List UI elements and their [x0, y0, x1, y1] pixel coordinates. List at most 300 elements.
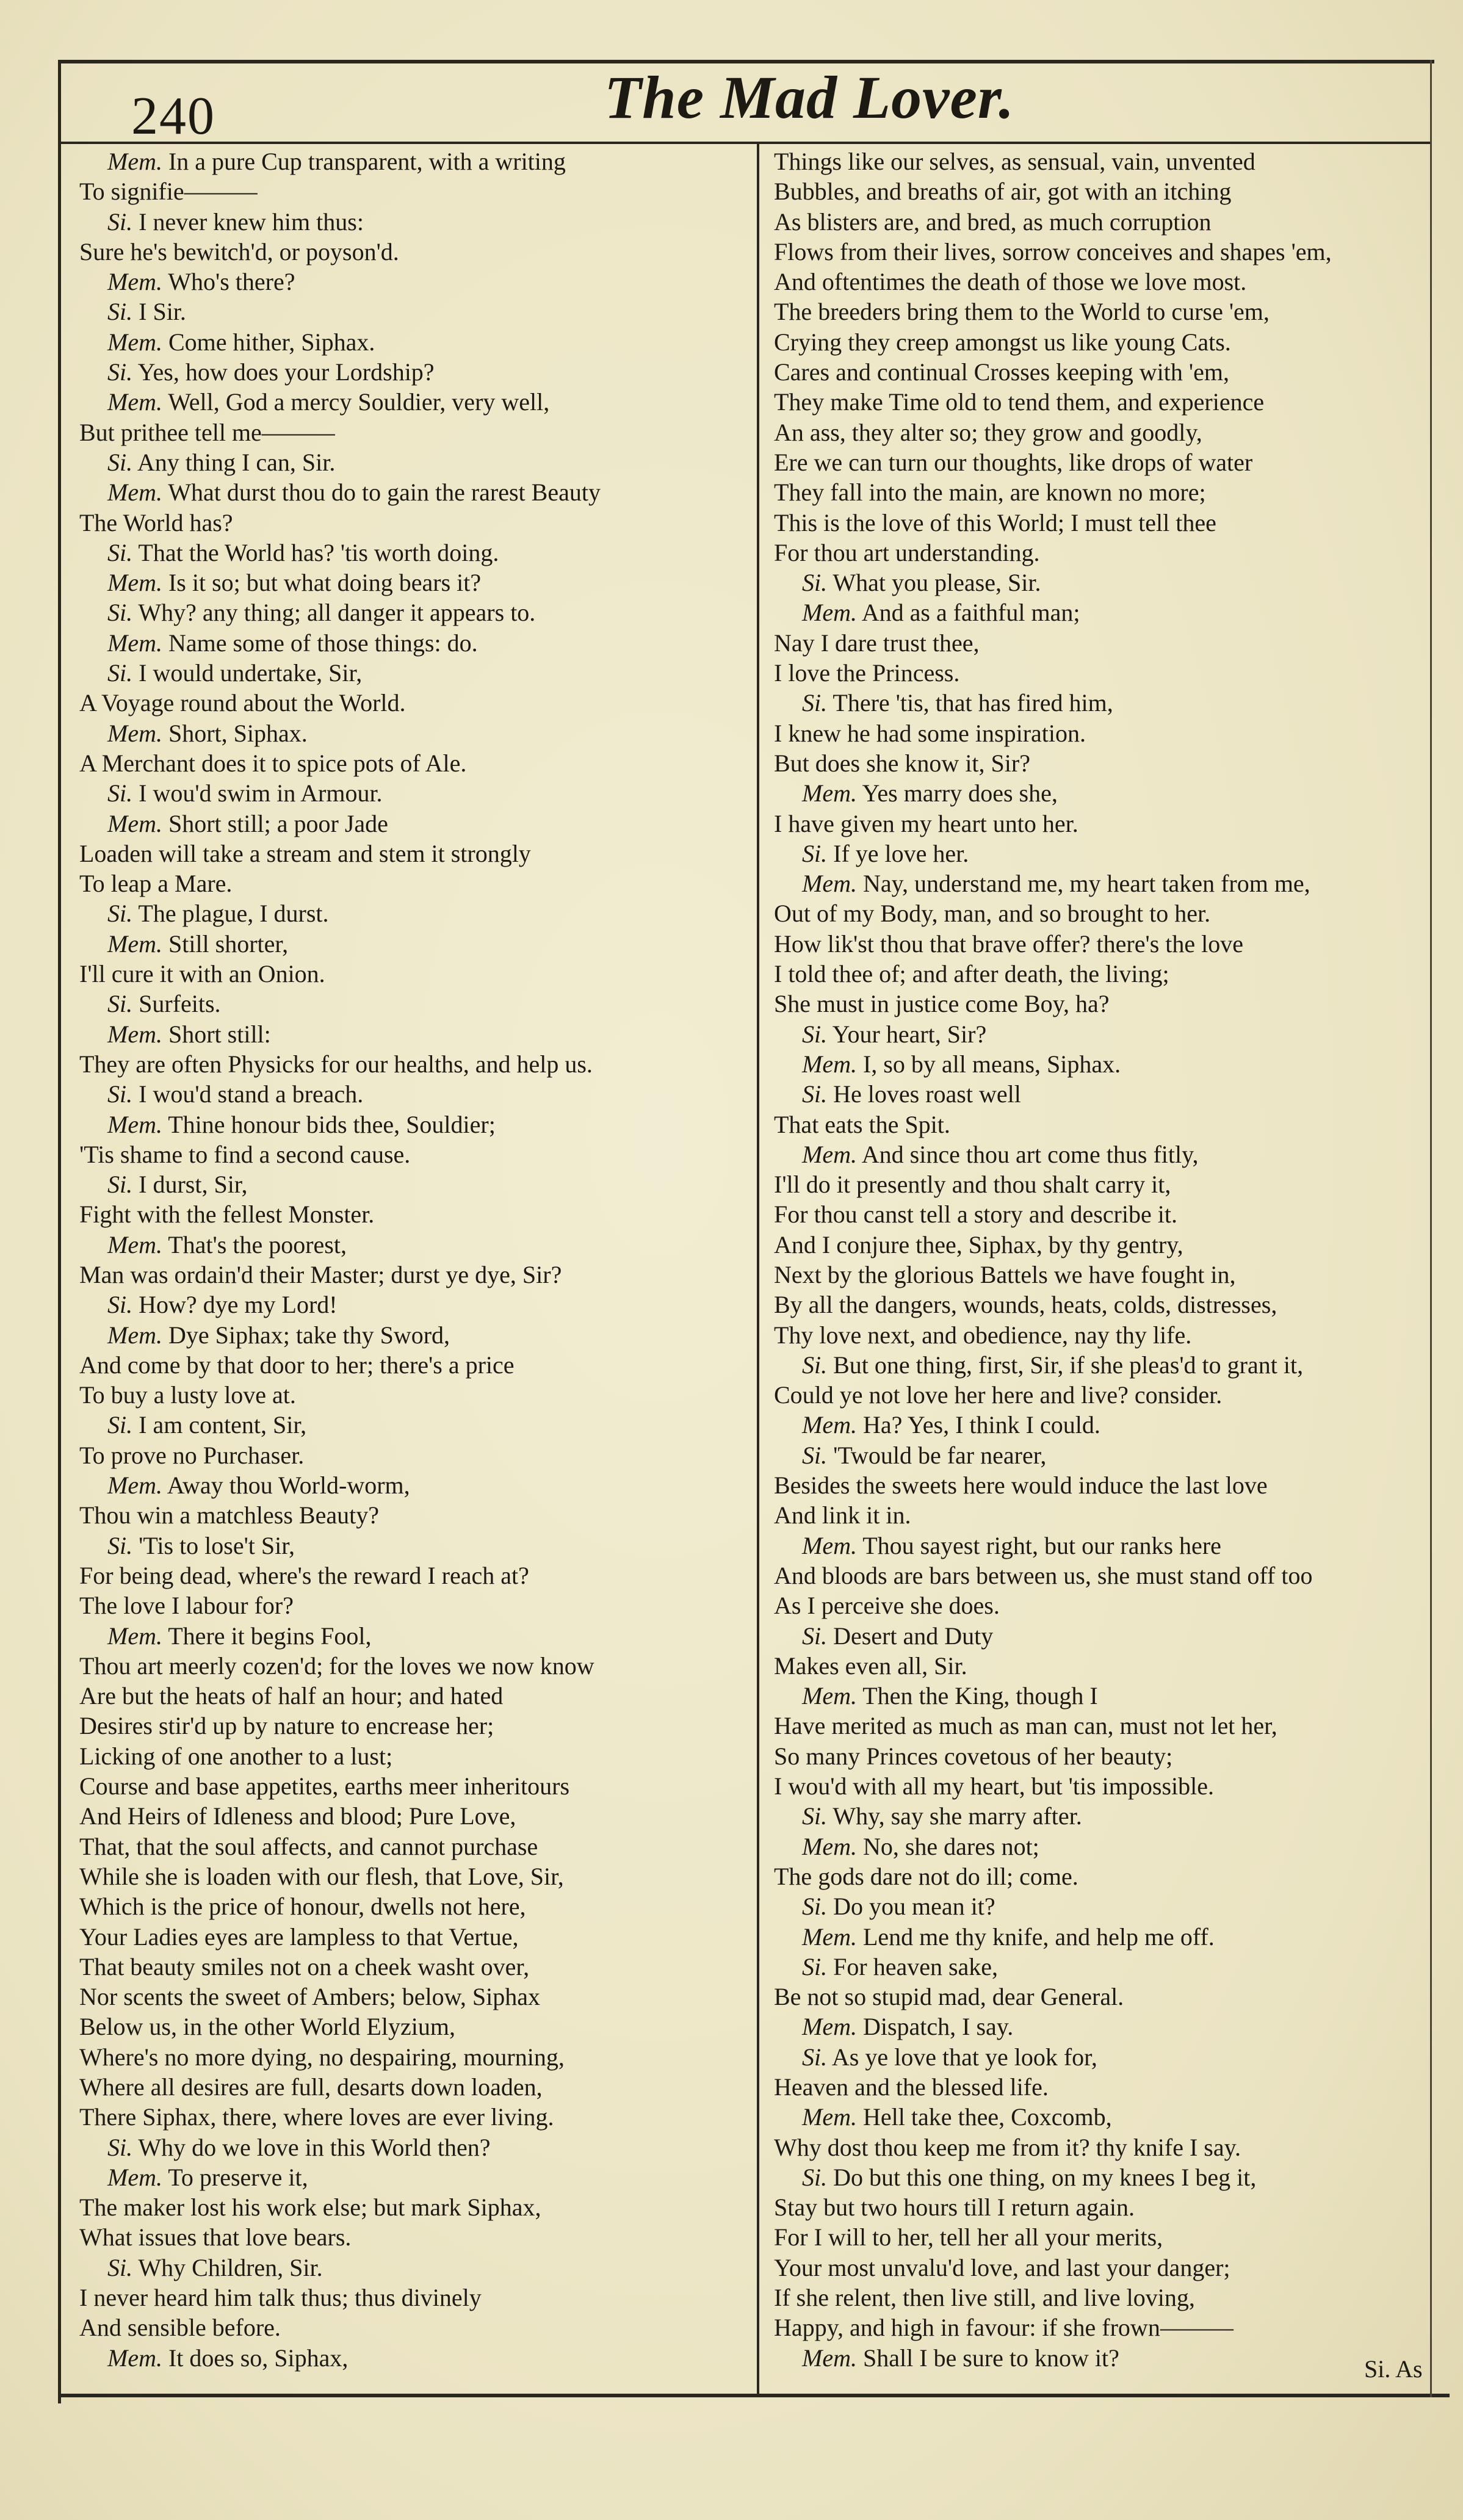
text-line: [774, 1019, 1430, 1049]
line-text: Hell take thee, Coxcomb,: [862, 2103, 1112, 2131]
line-text: And come by that door to her; there's a price: [79, 1351, 515, 1379]
speaker-name: Si.: [107, 1531, 133, 1559]
line-text: That the World has? 'tis worth doing.: [138, 538, 499, 566]
speaker-name: Si.: [107, 358, 133, 386]
text-line: [774, 1801, 1430, 1831]
text-line: [774, 357, 1430, 387]
line-text: I love the Princess.: [774, 659, 960, 687]
line-text: I would undertake, Sir,: [139, 659, 363, 687]
line-text: Bubbles, and breaths of air, got with an itching: [774, 178, 1232, 206]
line-text: And Heirs of Idleness and blood; Pure Love,: [79, 1802, 516, 1830]
line-text: Dye Siphax; take thy Sword,: [168, 1321, 450, 1349]
speaker-name: Si.: [107, 1171, 133, 1199]
text-line: [79, 778, 748, 808]
speaker-name: Si.: [107, 1291, 133, 1319]
text-line: [79, 2072, 748, 2102]
speaker-name: Si.: [802, 839, 828, 867]
text-line: [774, 237, 1430, 267]
text-line: [774, 146, 1430, 176]
text-line: [774, 387, 1430, 417]
text-line: [774, 809, 1430, 839]
text-line: [774, 1230, 1430, 1260]
text-line: [774, 1199, 1430, 1229]
line-text: Things like our selves, as sensual, vain, unvented: [774, 148, 1255, 175]
line-text: I have given my heart unto her.: [774, 809, 1078, 837]
text-line: [79, 1079, 748, 1109]
speaker-name: Si.: [802, 1441, 828, 1469]
text-line: [774, 508, 1430, 538]
text-line: [774, 1440, 1430, 1470]
text-line: [774, 1651, 1430, 1681]
line-text: Come hither, Siphax.: [168, 328, 375, 356]
text-line: [79, 1380, 748, 1410]
text-line: [774, 1621, 1430, 1651]
text-line: [774, 929, 1430, 959]
line-text: In a pure Cup transparent, with a writing: [168, 148, 566, 175]
line-text: An ass, they alter so; they grow and goodly,: [774, 418, 1202, 446]
speaker-name: Mem.: [802, 779, 857, 807]
line-text: 'Tis shame to find a second cause.: [79, 1140, 411, 1168]
line-text: Is it so; but what doing bears it?: [168, 569, 482, 597]
line-text: Have merited as much as man can, must not let her,: [774, 1712, 1277, 1740]
text-line: [79, 809, 748, 839]
text-line: [774, 417, 1430, 447]
text-line: [774, 1891, 1430, 1921]
line-text: Man was ordain'd their Master; durst ye dye, Sir?: [79, 1260, 562, 1288]
speaker-name: Mem.: [107, 629, 162, 657]
text-line: [774, 2042, 1430, 2072]
text-line: [79, 508, 748, 538]
text-line: [79, 176, 748, 206]
line-text: For thou canst tell a story and describe it.: [774, 1200, 1177, 1229]
left-text-column: [79, 146, 748, 2373]
text-line: [774, 2132, 1430, 2162]
line-text: Nor scents the sweet of Ambers; below, Siphax: [79, 1983, 541, 2011]
line-text: Sure he's bewitch'd, or poyson'd.: [79, 237, 399, 265]
speaker-name: Mem.: [802, 2344, 857, 2372]
text-line: [774, 1861, 1430, 1891]
speaker-name: Si.: [107, 2133, 133, 2161]
speaker-name: Si.: [802, 1080, 828, 1108]
text-line: [774, 1169, 1430, 1199]
line-text: Short still:: [168, 1020, 271, 1048]
line-text: To signifie———: [79, 178, 258, 206]
line-text: What you please, Sir.: [833, 569, 1041, 597]
text-line: [774, 2072, 1430, 2102]
speaker-name: Mem.: [802, 1531, 857, 1559]
line-text: Thy love next, and obedience, nay thy life.: [774, 1321, 1192, 1349]
text-line: [79, 868, 748, 898]
text-line: [774, 658, 1430, 688]
text-line: [79, 2132, 748, 2162]
line-text: Yes marry does she,: [862, 779, 1058, 807]
text-line: [79, 898, 748, 928]
text-line: [79, 417, 748, 447]
line-text: And sensible before.: [79, 2314, 281, 2342]
line-text: And as a faithful man;: [861, 599, 1080, 627]
line-text: Do but this one thing, on my knees I beg it,: [833, 2163, 1257, 2191]
text-line: [774, 2102, 1430, 2132]
line-text: Why? any thing; all danger it appears to.: [138, 599, 536, 627]
line-text: While she is loaden with our flesh, that Love, Sir,: [79, 1862, 564, 1890]
speaker-name: Si.: [802, 689, 828, 717]
text-line: [79, 2102, 748, 2132]
line-text: For being dead, where's the reward I reach at?: [79, 1561, 529, 1589]
text-line: [774, 2222, 1430, 2252]
line-text: As blisters are, and bred, as much corruption: [774, 208, 1212, 236]
line-text: By all the dangers, wounds, heats, colds, distresses,: [774, 1291, 1277, 1319]
line-text: A Merchant does it to spice pots of Ale.: [79, 749, 467, 777]
text-line: [774, 748, 1430, 778]
text-line: [79, 207, 748, 237]
line-text: Next by the glorious Battels we have fought in,: [774, 1260, 1236, 1288]
text-line: [79, 1260, 748, 1290]
line-text: Short, Siphax.: [168, 719, 308, 747]
text-line: [79, 2312, 748, 2342]
text-line: [79, 387, 748, 417]
text-line: [79, 1982, 748, 2012]
text-line: [774, 1681, 1430, 1711]
line-text: And since thou art come thus fitly,: [861, 1140, 1199, 1168]
text-line: [79, 267, 748, 297]
line-text: How? dye my Lord!: [139, 1291, 338, 1319]
line-text: Dispatch, I say.: [862, 2013, 1014, 2041]
line-text: I Sir.: [139, 298, 186, 326]
text-line: [79, 1019, 748, 1049]
line-text: To buy a lusty love at.: [79, 1381, 296, 1409]
text-line: [79, 1952, 748, 1982]
text-line: [774, 2283, 1430, 2312]
text-line: [774, 2312, 1430, 2342]
speaker-name: Mem.: [107, 1622, 162, 1650]
line-text: I wou'd with all my heart, but 'tis impossible.: [774, 1772, 1215, 1800]
line-text: Why Children, Sir.: [138, 2253, 323, 2281]
speaker-name: Mem.: [802, 1050, 857, 1078]
line-text: Thine honour bids thee, Souldier;: [168, 1110, 496, 1138]
line-text: Ha? Yes, I think I could.: [862, 1411, 1100, 1439]
text-line: [774, 1531, 1430, 1561]
text-line: [79, 2162, 748, 2192]
text-line: [774, 1922, 1430, 1952]
text-line: [79, 2222, 748, 2252]
text-line: [774, 718, 1430, 748]
text-line: [774, 1470, 1430, 1500]
speaker-name: Si.: [107, 1080, 133, 1108]
column-divider: [757, 144, 759, 2394]
speaker-name: Mem.: [107, 930, 162, 958]
text-line: [774, 688, 1430, 718]
frame-right-rule: [1430, 60, 1432, 2397]
line-text: Lend me thy knife, and help me off.: [862, 1922, 1215, 1951]
line-text: Loaden will take a stream and stem it strongly: [79, 839, 531, 867]
text-line: [79, 1290, 748, 1320]
line-text: Below us, in the other World Elyzium,: [79, 2013, 455, 2041]
line-text: Who's there?: [168, 268, 295, 296]
line-text: There it begins Fool,: [168, 1622, 372, 1650]
text-line: [774, 327, 1430, 357]
text-line: [79, 1561, 748, 1590]
line-text: A Voyage round about the World.: [79, 689, 406, 717]
text-line: [79, 748, 748, 778]
line-text: Well, God a mercy Souldier, very well,: [168, 388, 550, 416]
line-text: The plague, I durst.: [138, 900, 329, 928]
text-line: [774, 1079, 1430, 1109]
speaker-name: Mem.: [802, 2103, 857, 2131]
speaker-name: Si.: [107, 1411, 133, 1439]
line-text: The maker lost his work else; but mark Siphax,: [79, 2193, 541, 2222]
text-line: [79, 1832, 748, 1861]
speaker-name: Si.: [107, 2253, 133, 2281]
text-line: [774, 959, 1430, 989]
line-text: They make Time old to tend them, and experience: [774, 388, 1265, 416]
text-line: [79, 598, 748, 627]
line-text: Happy, and high in favour: if she frown———: [774, 2314, 1234, 2342]
line-text: Besides the sweets here would induce the last love: [774, 1471, 1268, 1500]
line-text: And bloods are bars between us, she must stand off too: [774, 1561, 1313, 1589]
text-line: [79, 2343, 748, 2373]
line-text: Crying they creep amongst us like young Cats.: [774, 328, 1231, 356]
running-title: The Mad Lover.: [604, 63, 1015, 131]
line-text: As I perceive she does.: [774, 1592, 1000, 1620]
speaker-name: Mem.: [802, 2013, 857, 2041]
line-text: Fight with the fellest Monster.: [79, 1200, 375, 1229]
speaker-name: Mem.: [107, 148, 162, 175]
line-text: Are but the heats of half an hour; and hated: [79, 1682, 504, 1710]
line-text: Still shorter,: [168, 930, 289, 958]
text-line: [79, 628, 748, 658]
line-text: But one thing, first, Sir, if she pleas'd to grant it,: [833, 1351, 1304, 1379]
text-line: [79, 1531, 748, 1561]
text-line: [79, 1741, 748, 1771]
text-line: [774, 2012, 1430, 2042]
speaker-name: Mem.: [107, 1020, 162, 1048]
line-text: And I conjure thee, Siphax, by thy gentry,: [774, 1230, 1183, 1258]
text-line: [79, 1922, 748, 1952]
line-text: 'Tis to lose't Sir,: [139, 1531, 295, 1559]
line-text: As ye love that ye look for,: [831, 2043, 1097, 2071]
line-text: The love I labour for?: [79, 1592, 294, 1620]
text-line: [774, 2192, 1430, 2222]
text-line: [79, 1500, 748, 1530]
speaker-name: Mem.: [107, 388, 162, 416]
speaker-name: Mem.: [802, 1682, 857, 1710]
line-text: I wou'd swim in Armour.: [139, 779, 383, 807]
speaker-name: Si.: [802, 569, 828, 597]
line-text: Makes even all, Sir.: [774, 1652, 967, 1680]
text-line: [774, 839, 1430, 868]
line-text: To preserve it,: [168, 2163, 308, 2191]
text-line: [774, 2253, 1430, 2283]
speaker-name: Mem.: [107, 2344, 162, 2372]
speaker-name: Si.: [802, 1020, 828, 1048]
line-text: For thou art understanding.: [774, 538, 1040, 566]
text-line: [774, 898, 1430, 928]
line-text: Your most unvalu'd love, and last your danger;: [774, 2253, 1230, 2281]
catchword: Si. As: [1364, 2355, 1423, 2383]
line-text: Short still; a poor Jade: [168, 809, 388, 837]
text-line: [774, 1139, 1430, 1169]
text-line: [79, 929, 748, 959]
line-text: I'll do it presently and thou shalt carry it,: [774, 1171, 1171, 1199]
text-line: [774, 1380, 1430, 1410]
line-text: Stay but two hours till I return again.: [774, 2193, 1135, 2222]
text-line: [774, 868, 1430, 898]
line-text: He loves roast well: [833, 1080, 1021, 1108]
text-line: [774, 598, 1430, 627]
text-line: [774, 1049, 1430, 1079]
line-text: This is the love of this World; I must tell thee: [774, 508, 1216, 536]
text-line: [79, 688, 748, 718]
speaker-name: Mem.: [107, 1230, 162, 1258]
line-text: Which is the price of honour, dwells not here,: [79, 1893, 526, 1921]
text-line: [774, 447, 1430, 477]
text-line: [79, 1410, 748, 1440]
text-line: [774, 1290, 1430, 1320]
line-text: I told thee of; and after death, the living;: [774, 960, 1169, 988]
line-text: Your heart, Sir?: [832, 1020, 987, 1048]
line-text: Any thing I can, Sir.: [137, 448, 336, 476]
line-text: Ere we can turn our thoughts, like drops of water: [774, 448, 1253, 476]
text-line: [79, 1681, 748, 1711]
text-line: [774, 1500, 1430, 1530]
text-line: [774, 628, 1430, 658]
line-text: So many Princes covetous of her beauty;: [774, 1742, 1173, 1770]
speaker-name: Si.: [802, 1893, 828, 1921]
line-text: To leap a Mare.: [79, 870, 233, 898]
speaker-name: Si.: [107, 208, 133, 236]
line-text: Why, say she marry after.: [833, 1802, 1082, 1830]
text-line: [79, 237, 748, 267]
text-line: [79, 1350, 748, 1380]
line-text: Could ye not love her here and live? consider.: [774, 1381, 1223, 1409]
text-line: [79, 1891, 748, 1921]
line-text: If ye love her.: [833, 839, 969, 867]
line-text: And link it in.: [774, 1501, 911, 1529]
speaker-name: Si.: [802, 1351, 828, 1379]
text-line: [79, 1049, 748, 1079]
text-line: [79, 1590, 748, 1620]
speaker-name: Mem.: [802, 870, 857, 898]
line-text: That beauty smiles not on a cheek washt over,: [79, 1952, 530, 1980]
text-line: [79, 297, 748, 327]
text-line: [79, 1440, 748, 1470]
text-line: [79, 1110, 748, 1139]
text-line: [79, 538, 748, 568]
line-text: I am content, Sir,: [139, 1411, 307, 1439]
speaker-name: Si.: [802, 1802, 828, 1830]
speaker-name: Mem.: [107, 268, 162, 296]
line-text: Why do we love in this World then?: [138, 2133, 491, 2161]
speaker-name: Si.: [107, 538, 133, 566]
line-text: Licking of one another to a lust;: [79, 1742, 393, 1770]
text-line: [774, 477, 1430, 507]
text-line: [79, 1801, 748, 1831]
text-line: [774, 2162, 1430, 2192]
line-text: But prithee tell me———: [79, 418, 335, 446]
line-text: Cares and continual Crosses keeping with 'em,: [774, 358, 1229, 386]
line-text: Thou sayest right, but our ranks here: [862, 1531, 1221, 1559]
line-text: Desert and Duty: [833, 1622, 994, 1650]
line-text: Away thou World-worm,: [167, 1471, 410, 1500]
text-line: [774, 1410, 1430, 1440]
line-text: Thou art meerly cozen'd; for the loves we now know: [79, 1652, 594, 1680]
text-line: [79, 2253, 748, 2283]
text-line: [774, 176, 1430, 206]
line-text: That's the poorest,: [168, 1230, 347, 1258]
speaker-name: Si.: [107, 448, 133, 476]
line-text: Desires stir'd up by nature to encrease her;: [79, 1712, 494, 1740]
text-line: [79, 447, 748, 477]
line-text: Where's no more dying, no despairing, mourning,: [79, 2043, 565, 2071]
speaker-name: Si.: [107, 900, 133, 928]
line-text: The World has?: [79, 508, 233, 536]
speaker-name: Mem.: [802, 1411, 857, 1439]
line-text: That, that the soul affects, and cannot purchase: [79, 1832, 538, 1860]
text-line: [79, 1861, 748, 1891]
text-line: [774, 207, 1430, 237]
text-line: [79, 2192, 748, 2222]
text-line: [79, 1771, 748, 1801]
line-text: For heaven sake,: [833, 1952, 999, 1980]
text-line: [774, 1260, 1430, 1290]
text-line: [774, 568, 1430, 598]
line-text: Surfeits.: [139, 990, 221, 1018]
text-line: [774, 267, 1430, 297]
text-line: [79, 146, 748, 176]
frame-bottom-rule: [58, 2394, 1450, 2397]
line-text: To prove no Purchaser.: [79, 1441, 305, 1469]
line-text: I knew he had some inspiration.: [774, 719, 1086, 747]
line-text: Out of my Body, man, and so brought to her.: [774, 900, 1211, 928]
speaker-name: Mem.: [802, 1832, 857, 1860]
text-line: [79, 1651, 748, 1681]
text-line: [79, 1320, 748, 1350]
text-line: [79, 2283, 748, 2312]
text-line: [79, 327, 748, 357]
speaker-name: Si.: [802, 1952, 828, 1980]
speaker-name: Mem.: [107, 1321, 162, 1349]
line-text: No, she dares not;: [862, 1832, 1039, 1860]
speaker-name: Si.: [107, 298, 133, 326]
text-line: [79, 658, 748, 688]
text-line: [79, 1621, 748, 1651]
text-line: [774, 1110, 1430, 1139]
text-line: [774, 989, 1430, 1019]
line-text: Then the King, though I: [862, 1682, 1098, 1710]
line-text: They are often Physicks for our healths, and help us.: [79, 1050, 593, 1078]
text-line: [774, 1952, 1430, 1982]
speaker-name: Mem.: [107, 1471, 162, 1500]
page-number: 240: [131, 87, 215, 146]
line-text: I, so by all means, Siphax.: [862, 1050, 1121, 1078]
text-line: [774, 2343, 1430, 2373]
line-text: The gods dare not do ill; come.: [774, 1862, 1078, 1890]
line-text: It does so, Siphax,: [168, 2344, 349, 2372]
speaker-name: Mem.: [107, 2163, 162, 2191]
line-text: I wou'd stand a breach.: [139, 1080, 364, 1108]
line-text: 'Twould be far nearer,: [833, 1441, 1047, 1469]
line-text: Where all desires are full, desarts down loaden,: [79, 2073, 543, 2101]
speaker-name: Mem.: [107, 809, 162, 837]
speaker-name: Mem.: [107, 719, 162, 747]
text-line: [79, 357, 748, 387]
line-text: Thou win a matchless Beauty?: [79, 1501, 379, 1529]
header-rule: [61, 142, 1430, 144]
text-line: [774, 1590, 1430, 1620]
line-text: I never knew him thus:: [139, 208, 364, 236]
line-text: How lik'st thou that brave offer? there's the love: [774, 930, 1244, 958]
speaker-name: Mem.: [107, 1110, 162, 1138]
